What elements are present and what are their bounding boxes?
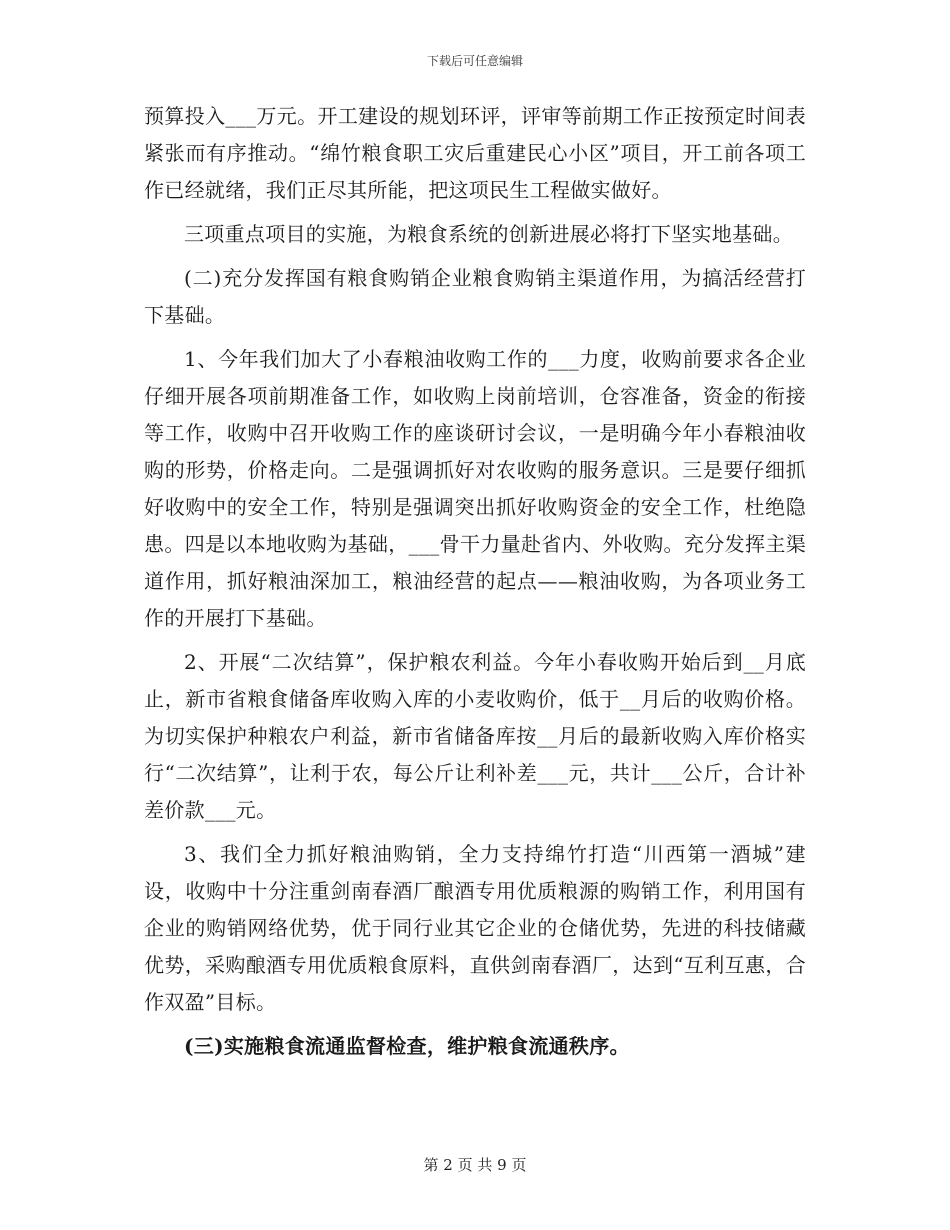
section-heading-3: (三)实施粮食流通监督检查，维护粮食流通秩序。: [184, 1034, 630, 1058]
paragraph-budget: 预算投入___万元。开工建设的规划环评，评审等前期工作正按预定时间表紧张而有序推动。“绵竹粮食职工灾后重建民心小区”项目，开工前各项工作已经就绪，我们正尽其所能，把这项民生工程做实做好。: [144, 104, 806, 202]
document-body: [144, 98, 806, 1072]
paragraph-item-3: 3、我们全力抓好粮油购销，全力支持绵竹打造“川西第一酒城”建设，收购中十分注重剑南春酒厂酿酒专用优质粮源的购销工作，利用国有企业的购销网络优势，优于同行业其它企业的仓储优势，先进的科技储藏优势，采购酿酒专用优质粮食原料，直供剑南春酒厂，达到“互利互惠，合作双盈”目标。: [144, 842, 806, 1014]
page-header: 下载后可任意编辑: [426, 54, 523, 68]
paragraph-item-1: 1、今年我们加大了小春粮油收购工作的___力度，收购前要求各企业仔细开展各项前期准备工作，如收购上岗前培训，仓容准备，资金的衔接等工作，收购中召开收购工作的座谈研讨会议，一是明确今年小春粮油收购的形势，价格走向。二是强调抓好对农收购的服务意识。三是要仔细抓好收购中的安全工作，特别是强调突出抓好收购资金的安全工作，杜绝隐患。四是以本地收购为基础，___骨干力量赴省内、外收购。充分发挥主渠道作用，抓好粮油深加工，粮油经营的起点——粮油收购，为各项业务工作的开展打下基础。: [144, 347, 806, 630]
paragraph-three-projects: 三项重点项目的实施，为粮食系统的创新进展必将打下坚实地基础。: [184, 222, 793, 246]
section-heading-2: (二)充分发挥国有粮食购销企业粮食购销主渠道作用，为搞活经营打下基础。: [144, 266, 806, 327]
page-footer: 第 2 页 共 9 页: [423, 1156, 527, 1174]
paragraph-item-2: 2、开展“二次结算”，保护粮农利益。今年小春收购开始后到__月底止，新市省粮食储备库收购入库的小麦收购价，低于__月后的收购价格。为切实保护种粮农户利益，新市省储备库按__月后的最新收购入库价格实行“二次结算”，让利于农，每公斤让利补差___元，共计___公斤，合计补差价款___元。: [144, 650, 806, 822]
